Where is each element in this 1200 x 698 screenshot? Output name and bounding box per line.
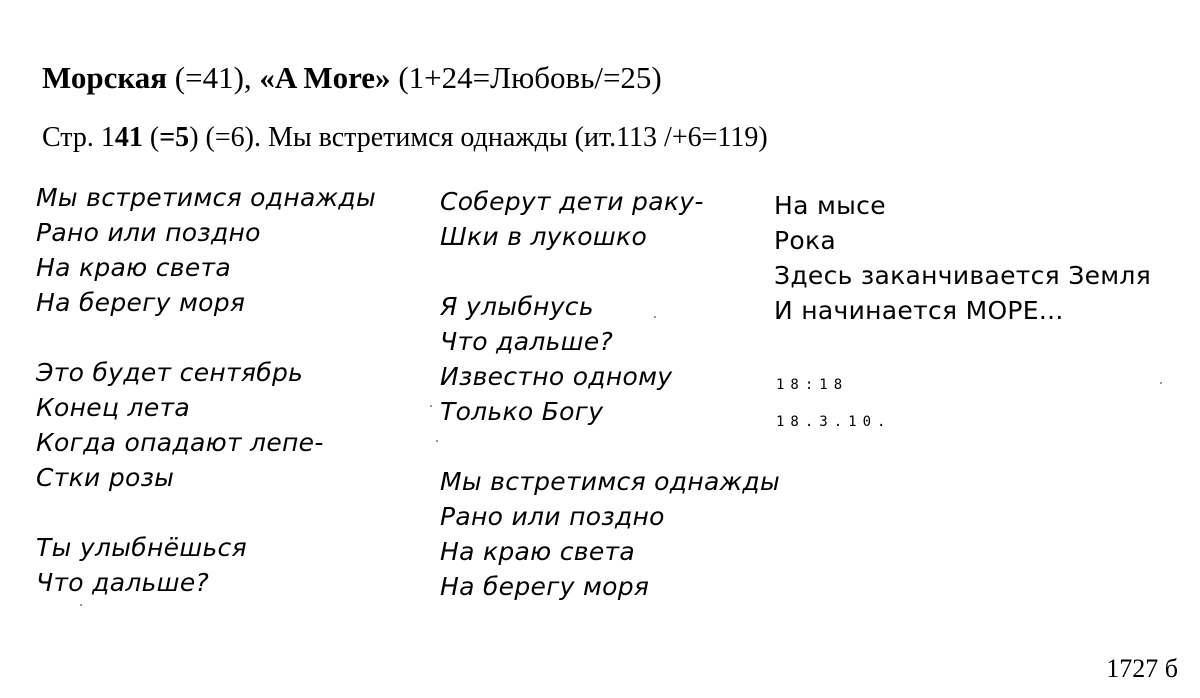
poem-line: Что дальше?	[36, 568, 210, 597]
subtitle-eq5-bold: =5	[159, 122, 190, 153]
title-bold-a-more: «A More»	[251, 60, 391, 95]
subtitle-rest: ) (=6). Мы встретимся однажды (ит.113 /+6=119)	[189, 122, 768, 153]
poem-line: Здесь заканчивается Земля	[774, 261, 1152, 290]
scan-speck	[436, 440, 438, 442]
poem-line: Ты улыбнёшься	[36, 533, 247, 562]
poem-line: Стки розы	[36, 463, 175, 492]
poem-date: 18.3.10.	[776, 414, 892, 430]
poem-line: Рано или поздно	[36, 218, 261, 247]
poem-line: Рока	[774, 226, 836, 255]
poem-column-2	[440, 184, 780, 604]
poem-line: Рано или поздно	[440, 502, 665, 531]
subtitle-page-bold: 41	[114, 122, 143, 153]
stanza-gap	[36, 495, 376, 530]
poem-line: На берегу моря	[440, 572, 650, 601]
scan-speck	[1160, 382, 1162, 384]
poem-column-1	[36, 180, 376, 600]
title-number: (=41),	[167, 60, 252, 95]
poem-line: На краю света	[36, 253, 231, 282]
poem-line: Что дальше?	[440, 327, 614, 356]
stanza-gap	[440, 429, 780, 464]
poem-line: Это будет сентябрь	[36, 358, 304, 387]
subtitle-page-prefix: Стр. 1	[42, 122, 115, 153]
poem-line: Я улыбнусь	[440, 292, 594, 321]
poem-column-3	[774, 188, 1151, 328]
page-title	[42, 60, 662, 96]
title-formula: (1+24=Любовь/=25)	[390, 60, 662, 95]
stanza-gap	[440, 254, 780, 289]
scan-speck	[80, 604, 82, 606]
title-bold-morskaya: Морская	[42, 60, 168, 95]
scan-speck	[654, 316, 656, 318]
poem-line: На берегу моря	[36, 288, 246, 317]
subtitle-paren-open: (	[142, 122, 160, 153]
poem-line: Конец лета	[36, 393, 190, 422]
poem-line: Известно одному	[440, 362, 673, 391]
poem-line: Шки в лукошко	[440, 222, 648, 251]
poem-line: Только Богу	[440, 397, 604, 426]
page-number: 1727 б	[1106, 654, 1178, 683]
poem-line: Мы встретимся однажды	[440, 467, 781, 496]
poem-line: Соберут дети раку-	[440, 187, 704, 216]
poem-line: Мы встретимся однажды	[36, 183, 377, 212]
stanza-gap	[36, 320, 376, 355]
poem-line: На краю света	[440, 537, 635, 566]
scan-speck	[430, 405, 432, 407]
poem-line: Когда опадают лепе-	[36, 428, 324, 457]
poem-line: На мысе	[774, 191, 886, 220]
poem-time: 18:18	[776, 377, 849, 393]
poem-line: И начинается МОРЕ...	[774, 296, 1064, 325]
page-subtitle	[42, 122, 768, 154]
